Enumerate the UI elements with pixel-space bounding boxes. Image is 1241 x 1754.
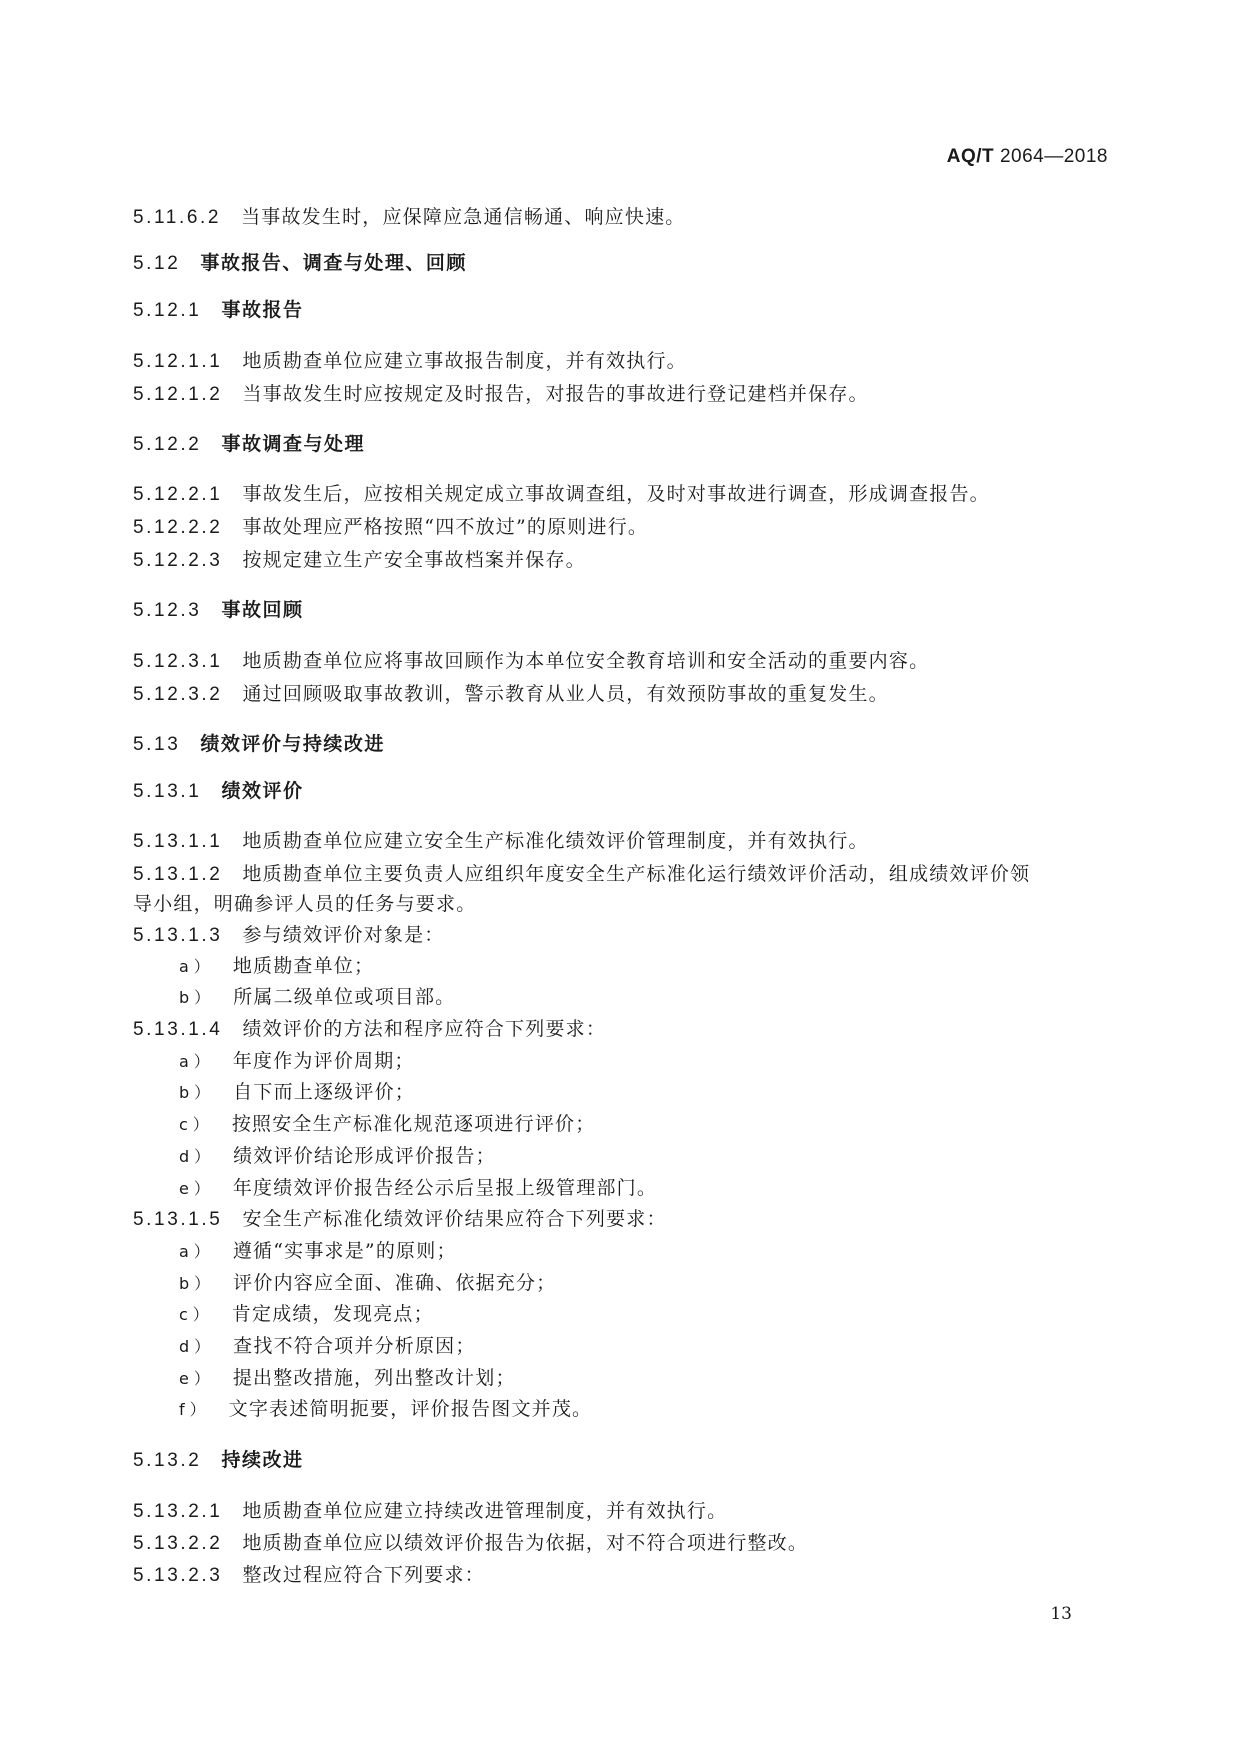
clause-text: 绩效评价的方法和程序应符合下列要求： (242, 1018, 607, 1040)
list-item-text: 提出整改措施，列出整改计划； (232, 1367, 516, 1389)
clause-line (133, 1207, 667, 1232)
clause-continuation (133, 892, 476, 916)
clause-text: 安全生产标准化绩效评价结果应符合下列要求： (242, 1208, 667, 1230)
list-item-label: e） (179, 1179, 215, 1198)
clause-text: 当事故发生时，应保障应急通信畅通、响应快速。 (241, 206, 686, 228)
list-item-label: b） (179, 1274, 216, 1293)
clause-number: 5.13.1.2 (133, 864, 223, 885)
subsection-number: 5.12.3 (133, 600, 202, 621)
clause-text: 地质勘查单位应将事故回顾作为本单位安全教育培训和安全活动的重要内容。 (242, 650, 930, 672)
standard-code-number: 2064—2018 (999, 146, 1108, 167)
list-item (179, 1239, 457, 1264)
section-number: 5.12 (133, 253, 181, 274)
list-item-label: b） (179, 988, 216, 1007)
clause-line (133, 649, 929, 674)
list-item-label: d） (179, 1337, 216, 1356)
clause-number: 5.13.1.3 (133, 925, 223, 946)
list-item-label: a） (179, 1052, 215, 1071)
clause-text: 地质勘查单位主要负责人应组织年度安全生产标准化运行绩效评价活动，组成绩效评价领 (242, 863, 1031, 885)
clause-text: 地质勘查单位应以绩效评价报告为依据，对不符合项进行整改。 (242, 1532, 809, 1554)
list-item-text: 年度作为评价周期； (232, 1050, 415, 1072)
list-item (179, 985, 455, 1010)
list-item-text: 按照安全生产标准化规范逐项进行评价； (231, 1113, 596, 1135)
section-title: 事故报告、调查与处理、回顾 (200, 252, 467, 274)
clause-line (133, 548, 586, 573)
list-item-label: a） (179, 1242, 215, 1261)
list-item (179, 1366, 516, 1391)
clause-number: 5.13.1.4 (133, 1019, 223, 1040)
list-item-label: d） (179, 1147, 216, 1166)
list-item-text: 遵循“实事求是”的原则； (232, 1240, 457, 1262)
list-item (179, 1080, 415, 1105)
list-item-text: 评价内容应全面、准确、依据充分； (233, 1272, 557, 1294)
list-item-label: c） (179, 1305, 214, 1324)
subsection-number: 5.12.2 (133, 434, 202, 455)
clause-line (133, 515, 648, 540)
clause-text: 事故发生后，应按相关规定成立事故调查组，及时对事故进行调查，形成调查报告。 (242, 483, 990, 505)
list-item-label: f） (179, 1400, 211, 1419)
clause-line (133, 1531, 808, 1556)
list-item (179, 1397, 592, 1422)
list-item (179, 1112, 595, 1137)
clause-line (133, 1017, 606, 1042)
list-item (179, 1271, 556, 1296)
clause-number: 5.12.1.1 (133, 351, 223, 372)
list-item-label: c） (179, 1115, 214, 1134)
subsection-title: 事故回顾 (221, 599, 304, 621)
section-heading (133, 251, 467, 276)
clause-number: 5.12.1.2 (133, 384, 223, 405)
clause-text: 地质勘查单位应建立安全生产标准化绩效评价管理制度，并有效执行。 (242, 830, 869, 852)
clause-line (133, 829, 869, 854)
page-number: 13 (1050, 1604, 1072, 1624)
clause-line (133, 1563, 485, 1588)
list-item-text: 年度绩效评价报告经公示后呈报上级管理部门。 (232, 1177, 658, 1199)
standard-code-prefix: AQ/T (946, 146, 995, 167)
clause-line (133, 349, 687, 374)
clause-number: 5.13.2.1 (133, 1501, 223, 1522)
list-item (179, 1144, 496, 1169)
subsection-number: 5.13.2 (133, 1450, 202, 1471)
list-item (179, 1049, 415, 1074)
standard-code-header (947, 146, 1108, 168)
subsection-heading (133, 779, 303, 804)
clause-text: 地质勘查单位应建立持续改进管理制度，并有效执行。 (242, 1500, 728, 1522)
clause-line (133, 682, 889, 707)
section-heading (133, 732, 385, 757)
subsection-title: 持续改进 (221, 1449, 304, 1471)
clause-text: 参与绩效评价对象是： (242, 924, 445, 946)
clause-number: 5.12.3.2 (133, 684, 223, 705)
list-item-text: 查找不符合项并分析原因； (233, 1335, 476, 1357)
list-item-label: a） (179, 957, 215, 976)
clause-line (133, 1499, 727, 1524)
clause-line (133, 862, 1030, 887)
list-item (179, 1176, 657, 1201)
clause-number: 5.12.2.1 (133, 484, 223, 505)
list-item-label: b） (179, 1083, 216, 1102)
list-item-text: 绩效评价结论形成评价报告； (233, 1145, 496, 1167)
subsection-title: 绩效评价 (221, 780, 304, 802)
subsection-number: 5.13.1 (133, 781, 202, 802)
clause-number: 5.12.2.3 (133, 550, 223, 571)
list-item (179, 1334, 476, 1359)
subsection-heading (133, 1448, 303, 1473)
subsection-number: 5.12.1 (133, 300, 202, 321)
subsection-title: 事故调查与处理 (221, 433, 365, 455)
clause-text: 当事故发生时应按规定及时报告，对报告的事故进行登记建档并保存。 (242, 383, 869, 405)
list-item-text: 自下而上逐级评价； (233, 1081, 415, 1103)
subsection-heading (133, 298, 303, 323)
clause-number: 5.12.2.2 (133, 517, 223, 538)
list-item-text: 地质勘查单位； (232, 955, 375, 977)
clause-number: 5.13.2.3 (133, 1565, 223, 1586)
clause-text: 按规定建立生产安全事故档案并保存。 (242, 549, 586, 571)
clause-number: 5.11.6.2 (133, 207, 222, 228)
subsection-heading (133, 598, 303, 623)
list-item (179, 1302, 434, 1327)
list-item-text: 肯定成绩，发现亮点； (231, 1303, 434, 1325)
clause-text: 通过回顾吸取事故教训，警示教育从业人员，有效预防事故的重复发生。 (242, 683, 889, 705)
clause-text: 导小组，明确参评人员的任务与要求。 (133, 893, 477, 915)
list-item (179, 954, 374, 979)
clause-text: 地质勘查单位应建立事故报告制度，并有效执行。 (242, 350, 687, 372)
clause-text: 整改过程应符合下列要求： (242, 1564, 485, 1586)
subsection-title: 事故报告 (221, 299, 304, 321)
subsection-heading (133, 432, 365, 457)
clause-number: 5.12.3.1 (133, 651, 223, 672)
clause-line (133, 482, 990, 507)
clause-text: 事故处理应严格按照“四不放过”的原则进行。 (242, 516, 649, 538)
clause-number: 5.13.2.2 (133, 1533, 223, 1554)
clause-number: 5.13.1.1 (133, 831, 223, 852)
section-title: 绩效评价与持续改进 (200, 733, 385, 755)
clause-line (133, 205, 685, 230)
list-item-text: 所属二级单位或项目部。 (233, 986, 456, 1008)
clause-line (133, 923, 445, 948)
section-number: 5.13 (133, 734, 181, 755)
clause-line (133, 382, 869, 407)
list-item-text: 文字表述简明扼要，评价报告图文并茂。 (228, 1398, 593, 1420)
list-item-label: e） (179, 1369, 215, 1388)
clause-number: 5.13.1.5 (133, 1209, 223, 1230)
